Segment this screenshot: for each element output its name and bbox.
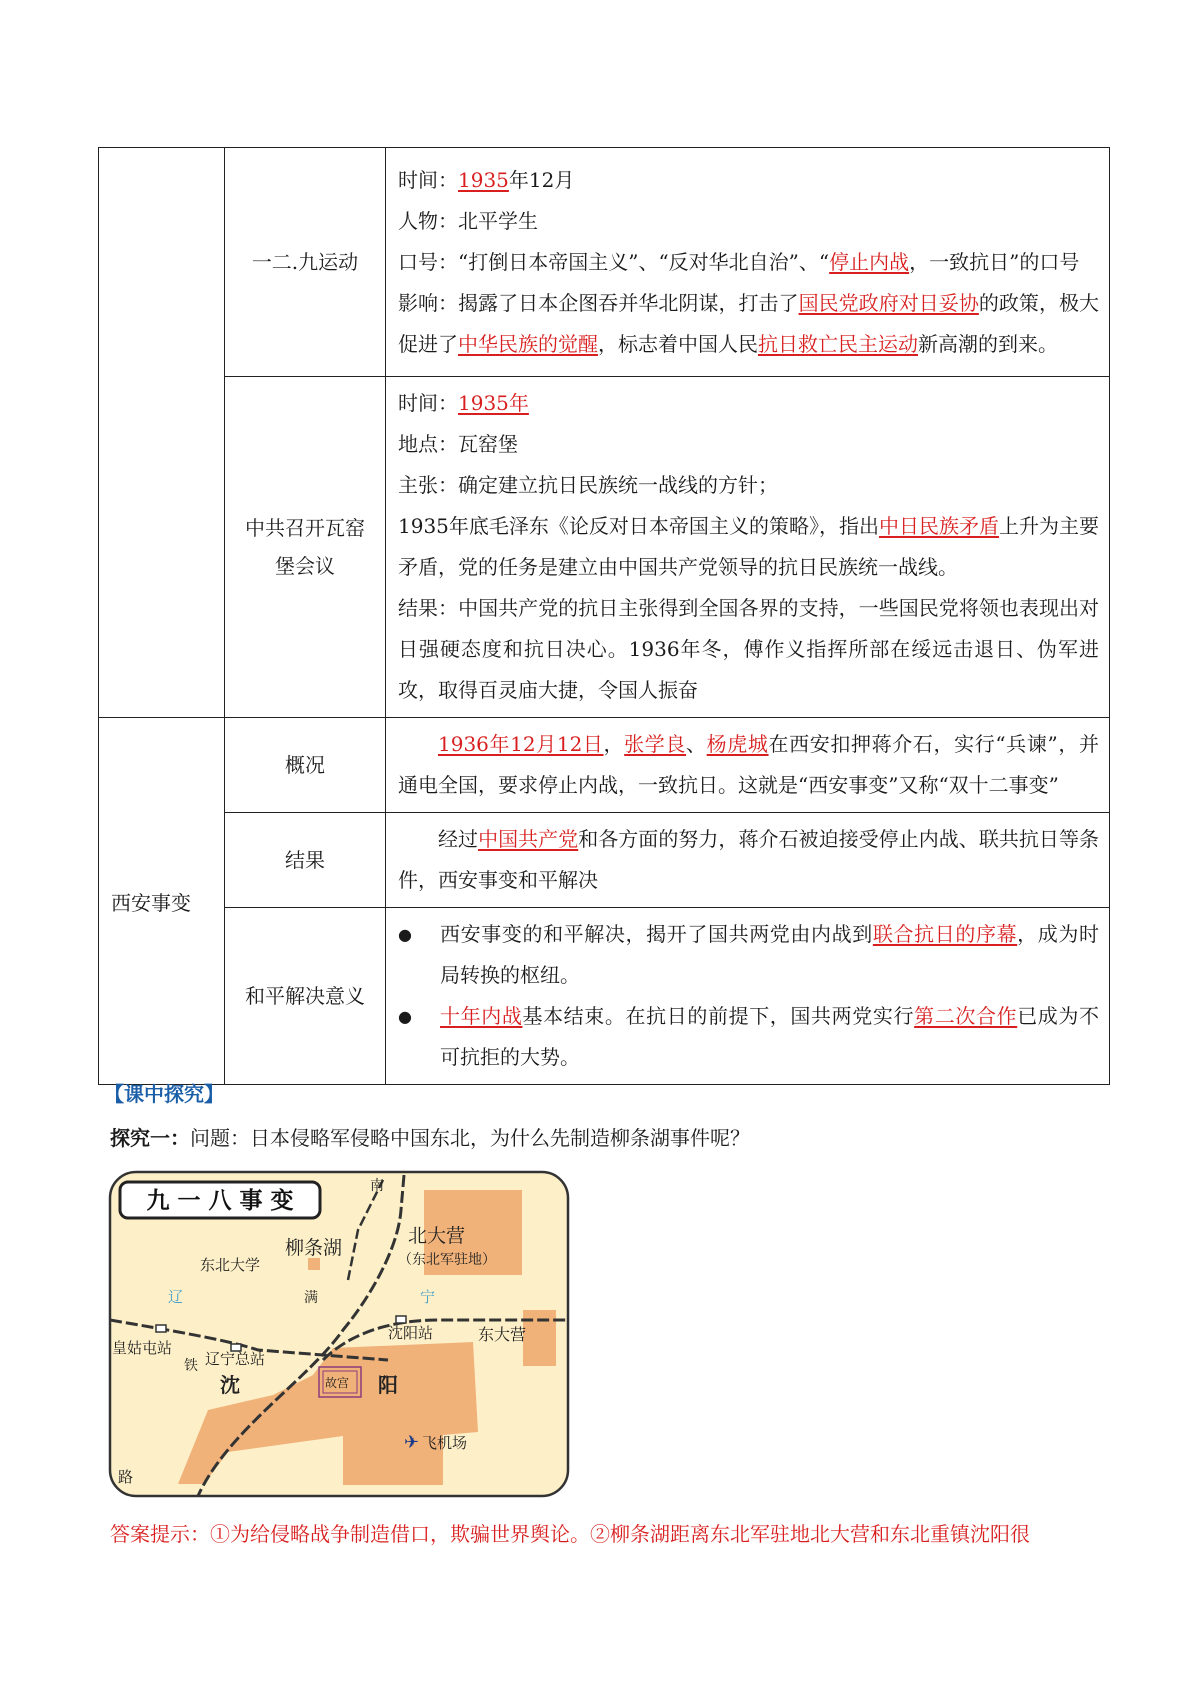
table-row bbox=[99, 813, 1110, 908]
row-label: 一二.九运动 bbox=[225, 148, 386, 377]
question: 探究一：问题：日本侵略军侵略中国东北，为什么先制造柳条湖事件呢？ bbox=[110, 1126, 750, 1150]
map-label-tie: 铁 bbox=[184, 1358, 198, 1374]
row-content-overview: 1936年12月12日，张学良、杨虎城在西安扣押蒋介石，实行“兵谏”，并通电全国，要求停止内战，一致抗日。这就是“西安事变”又称“双十二事变” bbox=[386, 718, 1110, 813]
row-label: 中共召开瓦窑堡会议 bbox=[225, 377, 386, 718]
map-label-yang: 阳 bbox=[378, 1373, 398, 1397]
map-label-beidaying-note: （东北军驻地） bbox=[398, 1252, 496, 1268]
answer-hint: 答案提示：①为给侵略战争制造借口，欺骗世界舆论。②柳条湖距离东北军驻地北大营和东北重镇沈阳很 bbox=[110, 1522, 1030, 1546]
bullet-icon: ● bbox=[398, 925, 412, 944]
map-title: 九 一 八 事 变 bbox=[146, 1187, 294, 1214]
row-content-wayao: 时间：1935年 地点：瓦窑堡 主张：确定建立抗日民族统一战线的方针； 1935年底毛泽东《论反对日本帝国主义的策略》，指出中日民族矛盾上升为主要矛盾，党的任务是建立由中国共产党领导的抗日民族统一战线。 结果：中国共产党的抗日主张得到全国各界的支持，一些国民党将领也表现出对日强硬态度和抗日决心。1936年冬，傅作义指挥所部在绥远击退日、伪军进攻，取得百灵庙大捷，令国人振奋 bbox=[386, 377, 1110, 718]
map-label-shenyang-station: 沈阳站 bbox=[388, 1324, 434, 1342]
station-marker bbox=[396, 1316, 406, 1323]
row-label: 概况 bbox=[225, 718, 386, 813]
table-row bbox=[99, 718, 1110, 813]
row-content-significance bbox=[386, 908, 1110, 1085]
map-label-man: 满 bbox=[304, 1290, 318, 1306]
section-title: 【课中探究】 bbox=[104, 1082, 224, 1106]
row-label: 和平解决意义 bbox=[225, 908, 386, 1085]
map-label-dongbei-daxue: 东北大学 bbox=[200, 1256, 261, 1274]
map-label-dongdaying: 东大营 bbox=[478, 1325, 527, 1344]
map-label-beidaying: 北大营 bbox=[408, 1225, 466, 1247]
table-row bbox=[99, 908, 1110, 1085]
history-table bbox=[98, 147, 1110, 1085]
list-item: ● 西安事变的和平解决，揭开了国共两党由内战到联合抗日的序幕，成为时局转换的枢纽。 bbox=[398, 914, 1099, 996]
airplane-icon: ✈ bbox=[404, 1432, 420, 1453]
table-row bbox=[99, 377, 1110, 718]
map-label-gugong: 故宫 bbox=[325, 1376, 350, 1390]
map-label-liaoning-station: 辽宁总站 bbox=[205, 1350, 266, 1368]
map-label-nan: 南 bbox=[370, 1178, 384, 1194]
map-918-incident bbox=[108, 1170, 570, 1498]
map-label-huanggutun: 皇姑屯站 bbox=[112, 1339, 173, 1357]
map-label-shen: 沈 bbox=[220, 1373, 240, 1397]
map-label-lu: 路 bbox=[118, 1468, 134, 1486]
map-label-liutiaohu: 柳条湖 bbox=[285, 1237, 343, 1259]
map-label-ning: 宁 bbox=[420, 1288, 436, 1306]
map-label-liao: 辽 bbox=[168, 1288, 184, 1306]
empty-group-cell bbox=[99, 148, 225, 718]
row-label: 结果 bbox=[225, 813, 386, 908]
table-row bbox=[99, 148, 1110, 377]
list-item: ● 十年内战基本结束。在抗日的前提下，国共两党实行第二次合作已成为不可抗拒的大势。 bbox=[398, 996, 1099, 1078]
group-label-xian: 西安事变 bbox=[99, 718, 225, 1085]
dongdaying-area bbox=[523, 1310, 556, 1366]
station-marker bbox=[156, 1325, 166, 1332]
bullet-icon: ● bbox=[398, 1007, 412, 1026]
map-label-airport: 飞机场 bbox=[422, 1434, 468, 1452]
row-content-result: 经过中国共产党和各方面的努力，蒋介石被迫接受停止内战、联共抗日等条件，西安事变和平解决 bbox=[386, 813, 1110, 908]
row-content-129: 时间：1935年12月 人物：北平学生 口号：“打倒日本帝国主义”、“反对华北自治”、“停止内战，一致抗日”的口号 影响：揭露了日本企图吞并华北阴谋，打击了国民党政府对日妥协的政策，极大促进了中华民族的觉醒，标志着中国人民抗日救亡民主运动新高潮的到来。 bbox=[386, 148, 1110, 377]
liutiaohu-marker bbox=[308, 1258, 320, 1270]
